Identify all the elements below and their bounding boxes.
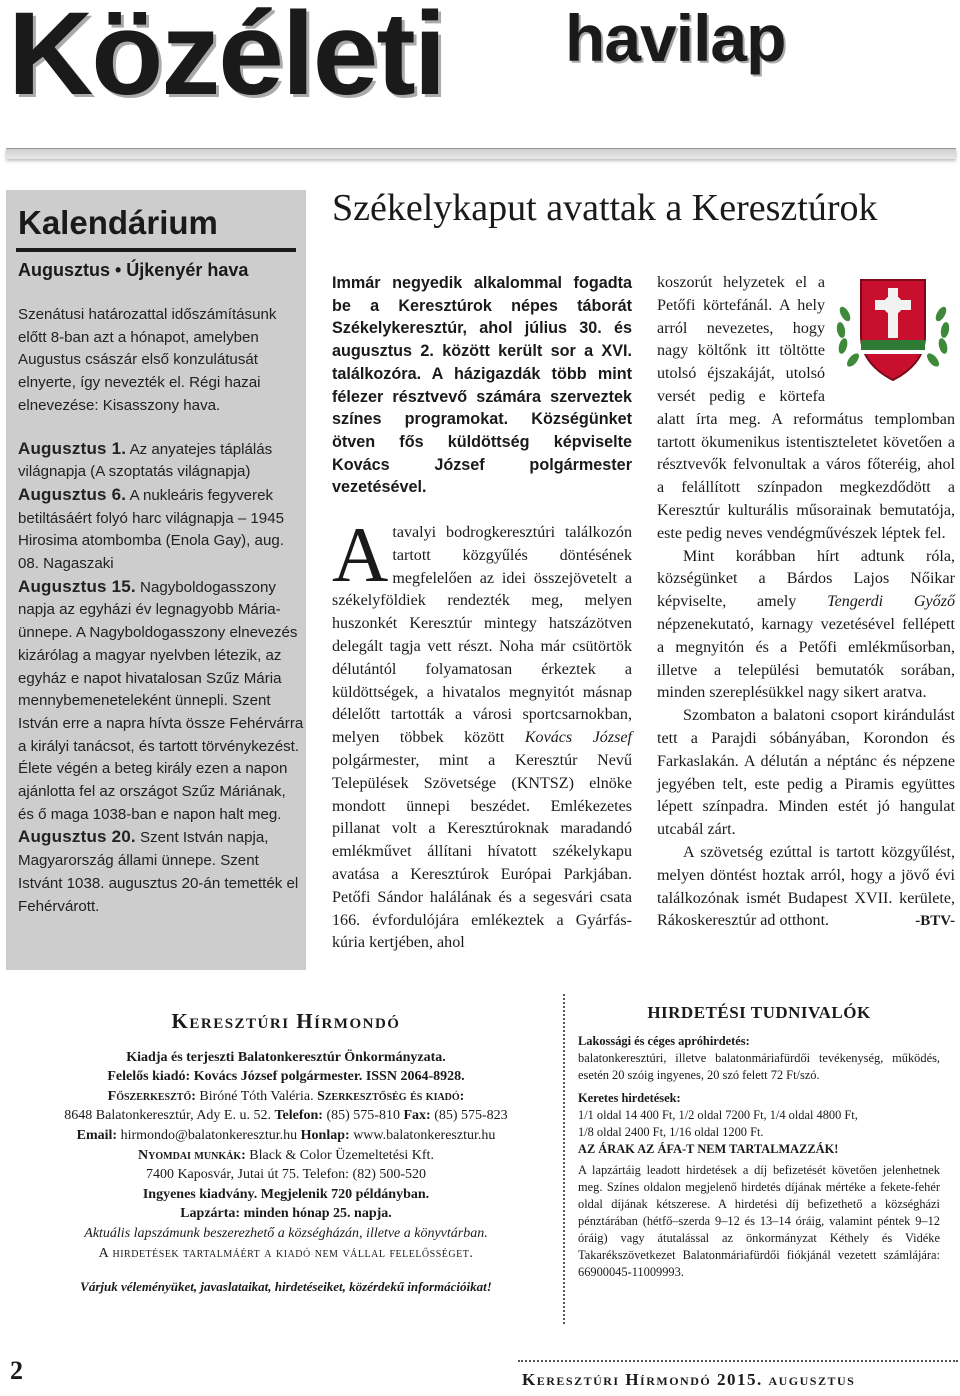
imprint-publisher: Kiadja és terjeszti Balatonkeresztúr Önkormányzata.	[126, 1049, 446, 1065]
bottom-divider	[563, 994, 565, 1324]
ads-text: balatonkeresztúri, illetve balatonmáriafürdői tevékenység, működés, esetén 20 szóig ingyenes, 20 szó felett 72 Ft/szó.	[578, 1051, 940, 1082]
sidebar-subtitle: Augusztus • Újkenyér hava	[18, 260, 249, 280]
calendar-entry	[18, 576, 304, 827]
calendar-text: A nukleáris fegyverek betiltásáért folyó harc világnapja – 1945 Hirosima atombomba (Enola Gay), aug. 08. Nagaszaki	[18, 486, 284, 573]
calendar-sidebar	[6, 190, 306, 970]
sidebar-divider	[16, 248, 296, 252]
imprint-printer-address: 7400 Kaposvár, Jutai út 75. Telefon: (82) 500-520	[145, 1167, 427, 1183]
ads-text: 1/8 oldal 2400 Ft, 1/16 oldal 1200 Ft.	[578, 1125, 764, 1139]
ads-text: 1/1 oldal 14 400 Ft, 1/2 oldal 7200 Ft, 1/4 oldal 4800 Ft,	[578, 1108, 858, 1122]
masthead-subtitle: havilap	[565, 1, 786, 75]
imprint-availability: Aktuális lapszámunk beszerezhető a községházán, illetve a könyvtárban.	[84, 1225, 488, 1241]
footer-text: Keresztúri Hírmondó 2015. augusztus	[522, 1370, 856, 1389]
imprint-editor: Biróné Tóth Valéria.	[199, 1088, 314, 1104]
calendar-text: Nagyboldogasszony napja az egyházi év legnagyobb Mária-ünnepe. A Nagyboldogasszony elnevezés kizárólag a magyar nyelvben létezik, az egyház e napot hivatalosan Szűz Mária mennybemeneteleként ünnepli. Szent István erre a napra hívta össze Fehérvárra a királyi tanácsot, és tartott törvénykezést. Élete végén a beteg király ezen a napon ajánlotta fel az országot Szűz Máriának, és ő maga 1038-ban e napon halt meg.	[18, 578, 304, 823]
imprint-fax: (85) 575-823	[434, 1108, 508, 1124]
person-name: Tengerdi Győző	[827, 593, 956, 611]
calendar-date: Augusztus 1.	[18, 438, 127, 458]
calendar-date: Augusztus 6.	[18, 484, 127, 504]
drop-cap: A	[332, 511, 389, 598]
article-lead: Immár negyedik alkalommal fogadta be a Keresztúrok népes táborát Székelykeresztúr, ahol július 30. és augusztus 2. között került sor a XVI. találkozóra. A házigazdák több mint félezer résztvevő számára szerveztek színes programokat. Községünket ötven fős küldöttség képviselte Kovács József polgármester vezetésével.	[332, 274, 632, 497]
imprint-deadline: Lapzárta: minden hónap 25. napja.	[180, 1206, 392, 1222]
ads-heading: Lakossági és céges apróhirdetés:	[578, 1034, 750, 1048]
calendar-entry	[18, 484, 304, 576]
imprint-responsible: Felelős kiadó: Kovács József polgármester. ISSN 2064-8928.	[107, 1069, 465, 1085]
ads-heading: Keretes hirdetések:	[578, 1091, 681, 1105]
person-name: Kovács József	[524, 729, 632, 747]
sidebar-title: Kalendárium	[18, 204, 218, 241]
article-paragraph: Mint korábban hírt adtunk róla, községünket a Bárdos Lajos Nőikar képviselte, amely Tengerdi Győző népzenekutató, karnagy vezetésével fellépett a megnyitón és a Petőfi emlékműsorban, illetve a települési bemutatók sorában, minden szereplésükkel nagy sikert aratva.	[657, 547, 956, 702]
ads-info-box	[578, 1004, 940, 1281]
article-paragraph: koszorút helyzetek el a Petőfi körtefánál. A hely arról nevezetes, hogy nagy költőnk itt töltötte utolsó éjszakáját, utolsó versét pedig e körtefa alatt írta meg. A református templomban tartott ökumenikus istentiszteletet követően a résztvevők felvonultak a város főteréig, ahol a felállított színpadon megkezdődött a Keresztúr kulturális műsorainak bemutatója, este pedig neves vendégművészek léptek fel.	[657, 274, 955, 542]
imprint-address: 8648 Balatonkeresztúr, Ady E. u. 52.	[64, 1108, 271, 1124]
imprint-invite: Várjuk véleményüket, javaslataikat, hirdetéseiket, közérdekű információikat!	[80, 1279, 492, 1295]
ads-text: A lapzártáig leadott hirdetések a díj befizetését követően jelenhetnek meg. Színes oldalon megjelenő hirdetés díjának mértéke a fekete-fehér oldal díjának kétszerese. A hirdetési díj befizethető a községházi pénztárában (hétfő–szerda 9–12 és 13–14 óráig, valamint péntek 9–12 óráig) vagy átutalással az önkormányzat Kéthely és Vidéke Takarékszövetkezet Balatonmáriafürdői fiókjánál vezetett számlájára: 66900045-11009993.	[578, 1163, 940, 1279]
article-column-2	[657, 272, 955, 933]
sidebar-body	[18, 304, 304, 918]
article-signature: -BTV-	[915, 913, 955, 930]
article-paragraph: polgármester, mint a Keresztúr Nevű Települések Szövetsége (KNTSZ) elnöke mondott ünnepi beszédet. Emlékezetes pillanat volt a Keresztúroknak maradandó emlékművet állítani hívatott székelykapu avatása a Keresztúrok Európai Parkjában. Petőfi Sándor halálának és a segesvári csata 166. évfordulójára emlékeztek a Gyárfás-kúria kertjében, ahol	[332, 751, 632, 952]
calendar-entry	[18, 438, 304, 484]
masthead-rule	[6, 148, 956, 159]
calendar-text: Az anyatejes táplálás világnapja (A szoptatás világnapja)	[18, 440, 273, 481]
calendar-date: Augusztus 20.	[18, 827, 136, 847]
calendar-text: Szent István napja, Magyarország állami ünnepe. Szent Istvánt 1038. augusztus 20-án temették el Fehérvárott.	[18, 829, 299, 915]
imprint-box: Keresztúri Hírmondó Kiadja és terjeszti Balatonkeresztúr Önkormányzata. Felelős kiadó: Kovács József polgármester. ISSN 2064-8928. Főszerkesztő: Biróné Tóth Valéria. Szerkesztőség és kiadó: 8648 Balatonkeresztúr, Ady E. u. 52. Telefon: (85) 575-810 Fax: (85) 575-823 Email: hirmondo@balatonkeresztur.hu Honlap: www.balatonkeresztur.hu Nyomdai munkák: Black & Color Üzemeltetési Kft. 7400 Kaposvár, Jutai út 75. Telefon: (82) 500-520 Ingyenes kiadvány. Megjelenik 720 példányban. Lapzárta: minden hónap 25. napja. Aktuális lapszámunk beszerezhető a községházán, illetve a könyvtárban. A hirdetések tartalmáért a kiadó nem vállal felelősséget. Várjuk véleményüket, javaslataikat, hirdetéseiket, közérdekű információikat!	[16, 1012, 556, 1297]
article-paragraph: Szombaton a balatoni csoport kirándulást tett a Parajdi sóbányában, Korondon és Farkaslakán. A délután a néptánc és népzene jegyében telt, este pedig a Piramis együttes lépett színpadra. Minden estét jó hangulat utcabál zárt.	[657, 707, 955, 839]
masthead-title: Közéleti	[8, 0, 445, 120]
article-column-1	[332, 511, 632, 955]
imprint-email-link[interactable]: hirmondo@balatonkeresztur.hu	[120, 1127, 298, 1143]
calendar-date: Augusztus 15.	[18, 576, 136, 596]
page-number: 2	[10, 1356, 23, 1385]
ads-title: HIRDETÉSI TUDNIVALÓK	[647, 1003, 871, 1022]
calendar-entry	[18, 826, 304, 918]
imprint-phone: (85) 575-810	[326, 1108, 400, 1124]
imprint-disclaimer: A hirdetések tartalmáért a kiadó nem vállal felelősséget.	[98, 1245, 474, 1261]
sidebar-intro: Szenátusi határozattal időszámításunk előtt 8-ban azt a hónapot, amelyben Augustus császár első konzulátusát elnyerte, így nevezték el. Régi hazai elnevezése: Kisasszony hava.	[18, 306, 277, 414]
coat-of-arms-icon	[831, 274, 955, 386]
footer-rule	[518, 1360, 958, 1362]
article-paragraph: tavalyi bodrogkeresztúri találkozón tartott közgyűlés döntésének megfelelően az idei összejövetelt a székelyföldiek rendezték meg, melyen huszonkét Keresztúr mintegy hatszázötven delegált tagja vett részt. Noha már csütörtök délutántól folyamatosan érkeztek a küldöttségek, a hivatalos megnyitót másnap délelőtt tartották a városi sportcsarnokban, melyen többek között	[332, 524, 632, 747]
article-headline: Székelykaput avattak a Keresztúrok	[332, 187, 878, 229]
article-paragraph: A szövetség ezúttal is tartott közgyűlést, melyen döntést hoztak arról, hogy a jövő évi találkozónak ismét Budapest XVII. kerülete, Rákoskeresztúr ad otthont. -BTV-	[657, 842, 955, 933]
imprint-printer: Black & Color Üzemeltetési Kft.	[249, 1147, 434, 1163]
imprint-free: Ingyenes kiadvány. Megjelenik 720 példányban.	[142, 1186, 430, 1202]
imprint-website-link[interactable]: www.balatonkeresztur.hu	[353, 1127, 496, 1143]
ads-heading: AZ ÁRAK AZ ÁFA-T NEM TARTALMAZZÁK!	[578, 1142, 839, 1156]
imprint-title: Keresztúri Hírmondó	[171, 1009, 401, 1033]
